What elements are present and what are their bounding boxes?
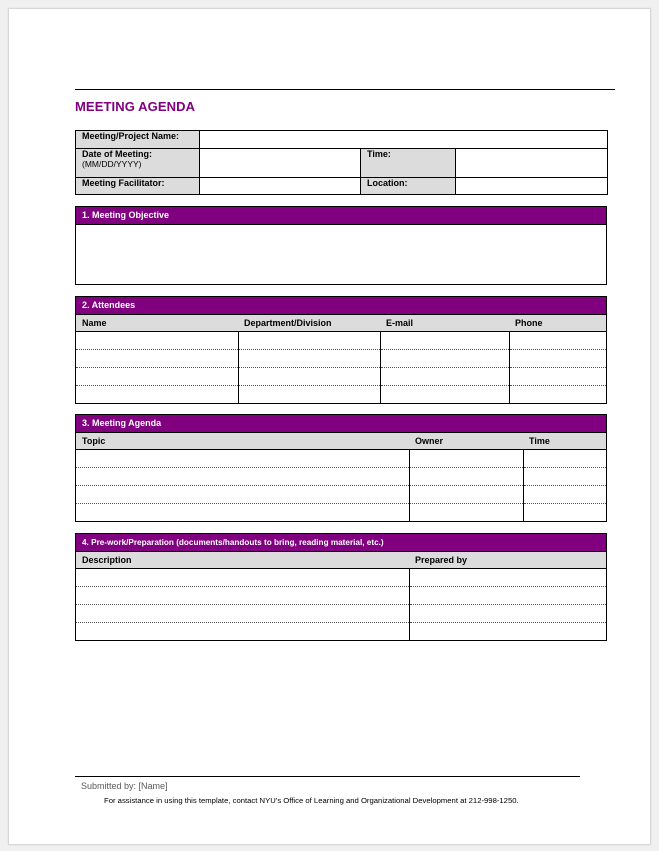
table-cell[interactable] — [509, 332, 606, 350]
prework-section — [75, 533, 607, 641]
prework-table — [76, 552, 606, 640]
date-label: Date of Meeting: (MM/DD/YYYY) — [76, 149, 200, 178]
date-field[interactable] — [200, 149, 361, 178]
table-cell[interactable] — [380, 368, 509, 386]
table-cell[interactable] — [76, 332, 238, 350]
table-row — [76, 623, 606, 641]
attendees-col-department: Department/Division — [238, 315, 380, 332]
table-row — [76, 504, 606, 522]
assistance-note: For assistance in using this template, contact NYU’s Office of Learning and Organizational Development at 212-998-1250. — [104, 796, 519, 805]
facilitator-field[interactable] — [200, 178, 361, 195]
table-cell[interactable] — [76, 587, 409, 605]
table-cell[interactable] — [76, 504, 409, 522]
attendees-heading: 2. Attendees — [76, 297, 606, 315]
agenda-col-owner: Owner — [409, 433, 523, 450]
table-cell[interactable] — [76, 450, 409, 468]
location-label: Location: — [361, 178, 456, 195]
table-cell[interactable] — [238, 368, 380, 386]
table-row — [76, 587, 606, 605]
table-cell[interactable] — [380, 386, 509, 404]
table-row — [76, 486, 606, 504]
date-format-hint: (MM/DD/YYYY) — [82, 159, 142, 169]
table-cell[interactable] — [523, 468, 606, 486]
table-row — [76, 368, 606, 386]
agenda-heading: 3. Meeting Agenda — [76, 415, 606, 433]
table-cell[interactable] — [76, 569, 409, 587]
table-cell[interactable] — [523, 450, 606, 468]
table-row — [76, 350, 606, 368]
attendees-table — [76, 315, 606, 403]
attendees-col-email: E-mail — [380, 315, 509, 332]
submitted-by: Submitted by: [Name] — [81, 781, 168, 791]
table-cell[interactable] — [409, 450, 523, 468]
table-cell[interactable] — [409, 605, 606, 623]
document-title: MEETING AGENDA — [75, 99, 196, 114]
table-row — [76, 332, 606, 350]
table-cell[interactable] — [409, 569, 606, 587]
table-cell[interactable] — [409, 587, 606, 605]
table-cell[interactable] — [509, 350, 606, 368]
project-name-label: Meeting/Project Name: — [76, 131, 200, 149]
table-row — [76, 386, 606, 404]
prework-col-description: Description — [76, 552, 409, 569]
top-divider — [75, 89, 615, 90]
table-cell[interactable] — [238, 332, 380, 350]
table-cell[interactable] — [509, 368, 606, 386]
table-row — [76, 468, 606, 486]
prework-heading: 4. Pre-work/Preparation (documents/handouts to bring, reading material, etc.) — [76, 534, 606, 552]
table-cell[interactable] — [76, 468, 409, 486]
footer-divider — [75, 776, 580, 777]
meeting-info-table — [75, 130, 608, 195]
table-row — [76, 569, 606, 587]
agenda-section — [75, 414, 607, 522]
table-cell[interactable] — [509, 386, 606, 404]
agenda-col-time: Time — [523, 433, 606, 450]
agenda-table — [76, 433, 606, 521]
table-cell[interactable] — [238, 386, 380, 404]
attendees-section — [75, 296, 607, 404]
table-cell[interactable] — [76, 386, 238, 404]
table-cell[interactable] — [76, 350, 238, 368]
table-row — [76, 605, 606, 623]
table-row — [76, 450, 606, 468]
table-cell[interactable] — [76, 486, 409, 504]
table-cell[interactable] — [380, 350, 509, 368]
location-field[interactable] — [456, 178, 608, 195]
time-field[interactable] — [456, 149, 608, 178]
time-label: Time: — [361, 149, 456, 178]
table-cell[interactable] — [523, 504, 606, 522]
attendees-col-phone: Phone — [509, 315, 606, 332]
table-cell[interactable] — [76, 368, 238, 386]
project-name-field[interactable] — [200, 131, 608, 149]
prework-col-prepared-by: Prepared by — [409, 552, 606, 569]
agenda-col-topic: Topic — [76, 433, 409, 450]
objective-field[interactable] — [76, 225, 606, 285]
table-cell[interactable] — [409, 504, 523, 522]
table-cell[interactable] — [380, 332, 509, 350]
document-page — [8, 8, 651, 845]
table-cell[interactable] — [523, 486, 606, 504]
table-cell[interactable] — [238, 350, 380, 368]
table-cell[interactable] — [409, 486, 523, 504]
objective-heading: 1. Meeting Objective — [76, 207, 606, 225]
objective-section — [75, 206, 607, 285]
table-cell[interactable] — [409, 468, 523, 486]
table-cell[interactable] — [76, 623, 409, 641]
table-cell[interactable] — [76, 605, 409, 623]
facilitator-label: Meeting Facilitator: — [76, 178, 200, 195]
attendees-col-name: Name — [76, 315, 238, 332]
table-cell[interactable] — [409, 623, 606, 641]
